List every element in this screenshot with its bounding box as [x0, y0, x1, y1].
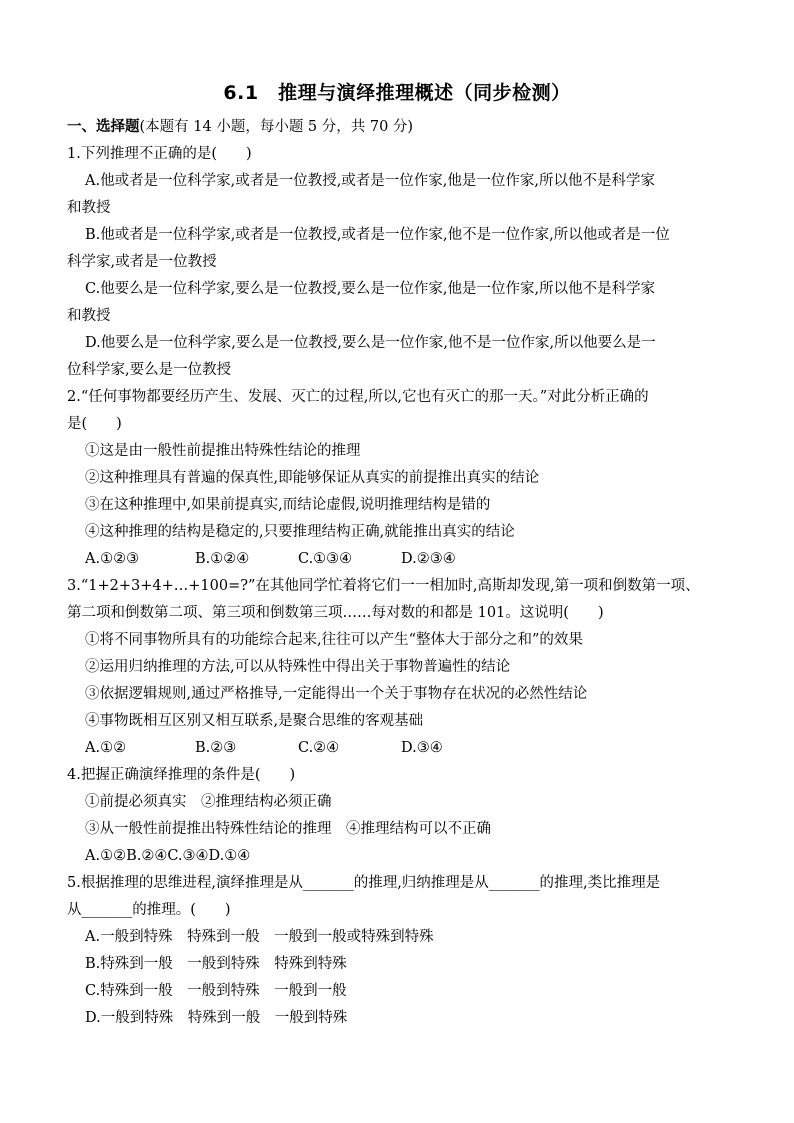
option-a: A.一般到特殊 特殊到一般 一般到一般或特殊到特殊	[85, 929, 434, 945]
question-list	[67, 114, 729, 1032]
option-b-continued: 科学家,或者是一位教授	[67, 254, 217, 270]
option-c-continued: 和教授	[67, 308, 111, 324]
choice-c: C.②④	[298, 740, 340, 756]
option-d: D.一般到特殊 特殊到一般 一般到特殊	[85, 1010, 348, 1026]
choice-d: D.③④	[401, 740, 443, 756]
section-header	[67, 114, 729, 141]
statement-2: ②运用归纳推理的方法,可以从特殊性中得出关于事物普遍性的结论	[85, 659, 511, 675]
choice-d: D.①④	[208, 848, 251, 864]
choice-a: A.①②③	[85, 551, 140, 567]
option-a-continued: 和教授	[67, 200, 111, 216]
question-stem: 1.下列推理不正确的是( )	[67, 146, 252, 162]
answer-choices	[67, 843, 729, 870]
option-c: C.特殊到一般 一般到特殊 一般到一般	[85, 983, 347, 999]
choice-b: B.①②④	[195, 551, 250, 567]
statement-4: ④事物既相互区别又相互联系,是聚合思维的客观基础	[85, 713, 424, 729]
answer-choices	[67, 735, 729, 762]
statement-1: ①这是由一般性前提推出特殊性结论的推理	[85, 443, 361, 459]
statement-1: ①将不同事物所具有的功能综合起来,往往可以产生“整体大于部分之和”的效果	[85, 632, 583, 648]
question-1	[67, 141, 729, 384]
question-stem: 4.把握正确演绎推理的条件是( )	[67, 767, 296, 783]
question-5	[67, 870, 729, 1032]
option-a: A.他或者是一位科学家,或者是一位教授,或者是一位作家,他是一位作家,所以他不是科学家	[85, 173, 656, 189]
option-b: B.特殊到一般 一般到特殊 特殊到特殊	[85, 956, 347, 972]
question-stem-continued: 是( )	[67, 416, 122, 432]
question-stem: 5.根据推理的思维进程,演绎推理是从_______的推理,归纳推理是从_______的推理,类比推理是	[67, 875, 661, 891]
page-title: 6.1 推理与演绎推理概述（同步检测）	[223, 82, 571, 104]
choice-c: C.③④	[167, 848, 209, 864]
choice-a: A.①②	[85, 848, 127, 864]
choice-d: D.②③④	[401, 551, 456, 567]
choice-b: B.②④	[126, 848, 168, 864]
statement-3: ③依据逻辑规则,通过严格推导,一定能得出一个关于事物存在状况的必然性结论	[85, 686, 588, 702]
section-note: (本题有 14 小题，每小题 5 分，共 70 分)	[139, 119, 414, 135]
statement-3-4: ③从一般性前提推出特殊性结论的推理 ④推理结构可以不正确	[85, 821, 491, 837]
statement-2: ②这种推理具有普遍的保真性,即能够保证从真实的前提推出真实的结论	[85, 470, 540, 486]
question-stem: 2.“任何事物都要经历产生、发展、灭亡的过程,所以,它也有灭亡的那一天。”对此分析正确的	[67, 389, 649, 405]
choice-a: A.①②	[85, 740, 127, 756]
question-2	[67, 384, 729, 573]
answer-choices	[67, 546, 729, 573]
question-stem: 3.“1+2+3+4+…+100=?”在其他同学忙着将它们一一相加时,高斯却发现,第一项和倒数第一项、	[67, 578, 700, 594]
statement-4: ④这种推理的结构是稳定的,只要推理结构正确,就能推出真实的结论	[85, 524, 515, 540]
choice-c: C.①③④	[298, 551, 353, 567]
option-d: D.他要么是一位科学家,要么是一位教授,要么是一位作家,他不是一位作家,所以他要么是一	[85, 335, 656, 351]
statement-3: ③在这种推理中,如果前提真实,而结论虚假,说明推理结构是错的	[85, 497, 491, 513]
option-c: C.他要么是一位科学家,要么是一位教授,要么是一位作家,他是一位作家,所以他不是科学家	[85, 281, 656, 297]
choice-b: B.②③	[195, 740, 237, 756]
option-b: B.他或者是一位科学家,或者是一位教授,或者是一位作家,他不是一位作家,所以他或者是一位	[85, 227, 670, 243]
question-4	[67, 762, 729, 870]
question-stem-continued: 第二项和倒数第二项、第三项和倒数第三项……每对数的和都是 101。这说明( )	[67, 605, 604, 621]
option-d-continued: 位科学家,要么是一位教授	[67, 362, 232, 378]
question-stem-continued: 从_______的推理。( )	[67, 902, 231, 918]
section-label: 一、选择题	[67, 119, 140, 135]
question-3	[67, 573, 729, 762]
statement-1-2: ①前提必须真实 ②推理结构必须正确	[85, 794, 332, 810]
